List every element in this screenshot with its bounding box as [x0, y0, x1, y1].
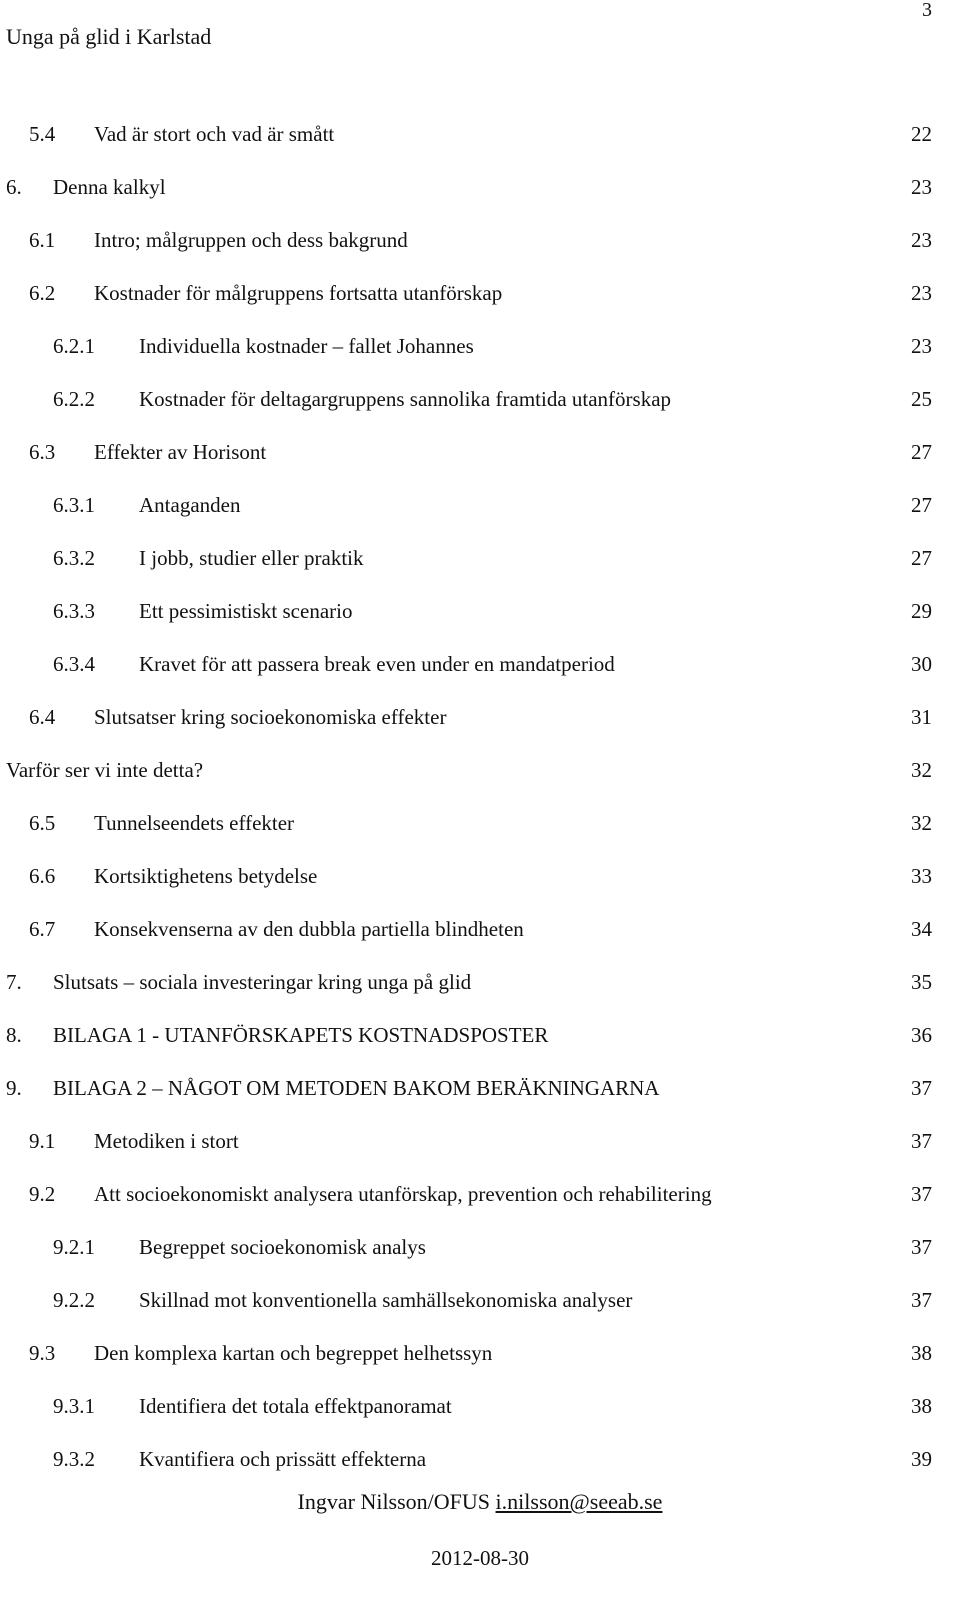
toc-entry-number: 6.2.2 — [53, 387, 95, 411]
toc-entry[interactable] — [0, 173, 960, 226]
toc-entry-title: Varför ser vi inte detta? — [6, 758, 204, 782]
toc-entry-title: Individuella kostnader – fallet Johannes — [139, 334, 474, 358]
toc-entry-number: 6.2 — [29, 281, 56, 305]
toc-entry-page-number: 27 — [911, 493, 932, 517]
toc-entry-page-number: 32 — [911, 811, 932, 835]
toc-entry[interactable] — [0, 915, 960, 968]
author-name: Ingvar Nilsson/OFUS — [297, 1489, 491, 1514]
toc-entry-number: 9.2 — [29, 1182, 56, 1206]
toc-entry-number: 6.3 — [29, 440, 56, 464]
toc-entry-page-number: 32 — [911, 758, 932, 782]
toc-entry[interactable] — [0, 120, 960, 173]
toc-entry-page-number: 36 — [911, 1023, 932, 1047]
toc-entry-page-number: 22 — [911, 122, 932, 146]
toc-entry-number: 6.7 — [29, 917, 56, 941]
toc-entry[interactable] — [0, 332, 960, 385]
toc-entry-title: Slutsatser kring socioekonomiska effekter — [94, 705, 447, 729]
toc-entry[interactable] — [0, 703, 960, 756]
toc-entry-number: 5.4 — [29, 122, 56, 146]
toc-entry-number: 9.3 — [29, 1341, 56, 1365]
toc-entry-number: 6.3.4 — [53, 652, 95, 676]
toc-entry-number: 7. — [6, 970, 22, 994]
toc-entry-page-number: 23 — [911, 334, 932, 358]
toc-entry-number: 6.2.1 — [53, 334, 95, 358]
toc-entry-title: BILAGA 2 – NÅGOT OM METODEN BAKOM BERÄKNINGARNA — [53, 1076, 660, 1100]
toc-entry[interactable] — [0, 1339, 960, 1392]
toc-entry-title: Kvantifiera och prissätt effekterna — [139, 1447, 427, 1471]
toc-entry-page-number: 23 — [911, 228, 932, 252]
toc-entry-number: 6.3.2 — [53, 546, 95, 570]
toc-entry[interactable] — [0, 862, 960, 915]
toc-entry-page-number: 23 — [911, 281, 932, 305]
table-of-contents — [0, 120, 960, 1498]
toc-entry-title: Vad är stort och vad är smått — [94, 122, 335, 146]
toc-entry-page-number: 31 — [911, 705, 932, 729]
toc-entry-page-number: 34 — [911, 917, 932, 941]
toc-entry-title: Slutsats – sociala investeringar kring unga på glid — [53, 970, 472, 994]
toc-entry[interactable] — [0, 279, 960, 332]
toc-entry-title: Tunnelseendets effekter — [94, 811, 295, 835]
toc-entry-title: Konsekvenserna av den dubbla partiella blindheten — [94, 917, 524, 941]
toc-entry-page-number: 38 — [911, 1394, 932, 1418]
toc-entry-page-number: 37 — [911, 1288, 932, 1312]
toc-entry-number: 6.5 — [29, 811, 56, 835]
toc-entry-page-number: 23 — [911, 175, 932, 199]
toc-entry-page-number: 37 — [911, 1076, 932, 1100]
toc-entry-title: I jobb, studier eller praktik — [139, 546, 364, 570]
toc-entry-number: 9.2.2 — [53, 1288, 95, 1312]
toc-entry-title: Denna kalkyl — [53, 175, 166, 199]
toc-entry-title: Kravet för att passera break even under en mandatperiod — [139, 652, 615, 676]
toc-entry-title: Intro; målgruppen och dess bakgrund — [94, 228, 408, 252]
toc-entry-page-number: 30 — [911, 652, 932, 676]
toc-entry-number: 9.3.1 — [53, 1394, 95, 1418]
toc-entry[interactable] — [0, 491, 960, 544]
toc-entry-number: 6.6 — [29, 864, 56, 888]
toc-entry-number: 9.1 — [29, 1129, 56, 1153]
toc-entry-page-number: 39 — [911, 1447, 932, 1471]
toc-entry-page-number: 27 — [911, 440, 932, 464]
toc-entry[interactable] — [0, 226, 960, 279]
toc-entry-page-number: 27 — [911, 546, 932, 570]
toc-entry[interactable] — [0, 1180, 960, 1233]
toc-entry[interactable] — [0, 1074, 960, 1127]
toc-entry[interactable] — [0, 756, 960, 809]
toc-entry[interactable] — [0, 597, 960, 650]
toc-entry-title: Att socioekonomiskt analysera utanförskap, prevention och rehabilitering — [94, 1182, 712, 1206]
toc-entry-title: Ett pessimistiskt scenario — [139, 599, 353, 623]
toc-entry-page-number: 37 — [911, 1235, 932, 1259]
toc-entry-number: 6.3.1 — [53, 493, 95, 517]
toc-entry[interactable] — [0, 1233, 960, 1286]
toc-entry-page-number: 33 — [911, 864, 932, 888]
toc-entry-number: 6.4 — [29, 705, 56, 729]
toc-entry[interactable] — [0, 544, 960, 597]
toc-entry-number: 6. — [6, 175, 22, 199]
author-email-link[interactable]: i.nilsson@seeab.se — [495, 1489, 663, 1514]
footer-date: 2012-08-30 — [431, 1546, 529, 1570]
toc-entry-page-number: 38 — [911, 1341, 932, 1365]
toc-entry-title: Antaganden — [139, 493, 241, 517]
toc-entry-number: 9.2.1 — [53, 1235, 95, 1259]
toc-entry-page-number: 25 — [911, 387, 932, 411]
toc-entry-title: Identifiera det totala effektpanoramat — [139, 1394, 452, 1418]
toc-entry-page-number: 35 — [911, 970, 932, 994]
toc-entry-number: 9.3.2 — [53, 1447, 95, 1471]
toc-entry-number: 6.3.3 — [53, 599, 95, 623]
page-number: 3 — [922, 0, 932, 21]
toc-entry-title: Kostnader för målgruppens fortsatta utanförskap — [94, 281, 503, 305]
toc-entry-number: 6.1 — [29, 228, 56, 252]
toc-entry[interactable] — [0, 968, 960, 1021]
toc-entry[interactable] — [0, 1286, 960, 1339]
toc-entry[interactable] — [0, 385, 960, 438]
toc-entry-title: Metodiken i stort — [94, 1129, 239, 1153]
toc-entry[interactable] — [0, 1392, 960, 1445]
toc-entry-title: Kortsiktighetens betydelse — [94, 864, 318, 888]
toc-entry-page-number: 29 — [911, 599, 932, 623]
toc-entry[interactable] — [0, 1127, 960, 1180]
toc-entry-page-number: 37 — [911, 1129, 932, 1153]
toc-entry[interactable] — [0, 650, 960, 703]
toc-entry[interactable] — [0, 1021, 960, 1074]
toc-entry[interactable] — [0, 438, 960, 491]
toc-entry[interactable] — [0, 809, 960, 862]
toc-entry-title: Kostnader för deltagargruppens sannolika framtida utanförskap — [139, 387, 672, 411]
toc-entry-title: Den komplexa kartan och begreppet helhetssyn — [94, 1341, 493, 1365]
running-title: Unga på glid i Karlstad — [6, 24, 212, 49]
toc-entry-title: Effekter av Horisont — [94, 440, 267, 464]
toc-entry-title: Skillnad mot konventionella samhällsekonomiska analyser — [139, 1288, 633, 1312]
footer-author — [0, 1488, 960, 1516]
toc-entry-title: Begreppet socioekonomisk analys — [139, 1235, 426, 1259]
toc-entry-number: 8. — [6, 1023, 22, 1047]
toc-entry-number: 9. — [6, 1076, 22, 1100]
toc-entry-title: BILAGA 1 - UTANFÖRSKAPETS KOSTNADSPOSTER — [53, 1023, 549, 1047]
toc-entry-page-number: 37 — [911, 1182, 932, 1206]
